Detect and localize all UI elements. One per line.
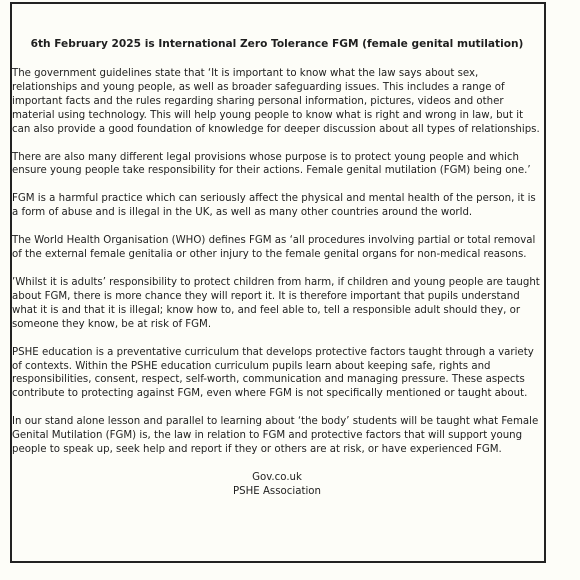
source-pshe-association: PSHE Association bbox=[233, 485, 321, 497]
paragraph-who-definition: The World Health Organisation (WHO) defines FGM as ‘all procedures involving partial or total removal of the external female genitalia or other injury to the female genital organs for non-medical reasons. bbox=[12, 235, 536, 261]
paragraph-fgm-harmful: FGM is a harmful practice which can seriously affect the physical and mental health of the person, it is a form of abuse and is illegal in the UK, as well as many other countries around the world. bbox=[12, 193, 536, 219]
paragraph-pshe-education: PSHE education is a preventative curriculum that develops protective factors taught through a variety of contexts. Within the PSHE education curriculum pupils learn about keeping safe, rights and responsibilities, consent, respect, self-worth, communication and managing pressure. These aspects contribute to protecting against FGM, even where FGM is not specifically mentioned or taught about. bbox=[12, 346, 534, 400]
source-gov: Gov.co.uk bbox=[252, 471, 302, 483]
paragraph-stand-alone-lesson: In our stand alone lesson and parallel to learning about ‘the body’ students will be taught what Female Genital Mutilation (FGM) is, the law in relation to FGM and protective factors that will support young people to speak up, seek help and report if they or others are at risk, or have experienced FGM. bbox=[12, 416, 539, 456]
paragraph-legal-provisions: There are also many different legal provisions whose purpose is to protect young people and which ensure young people take responsibility for their actions. Female genital mutilation (FGM) being one.’ bbox=[12, 151, 531, 177]
sources-block bbox=[12, 471, 542, 499]
document-content bbox=[12, 37, 542, 499]
paragraph-government-guidelines: The government guidelines state that ‘It is important to know what the law says about sex, relationships and young people, as well as broader safeguarding issues. This includes a range of important facts and the rules regarding sharing personal information, pictures, videos and other material using technology. This will help young people to know what is right and wrong in law, but it can also provide a good foundation of knowledge for deeper discussion about all types of relationships. bbox=[12, 68, 540, 135]
document-title: 6th February 2025 is International Zero Tolerance FGM (female genital mutilation) bbox=[30, 38, 524, 50]
paragraph-adult-responsibility: ’Whilst it is adults’ responsibility to protect children from harm, if children and young people are taught about FGM, there is more chance they will report it. It is therefore important that pupils understand what it is and that it is illegal; know how to, and feel able to, tell a responsible adult should they, or someone they know, be at risk of FGM. bbox=[12, 276, 540, 330]
